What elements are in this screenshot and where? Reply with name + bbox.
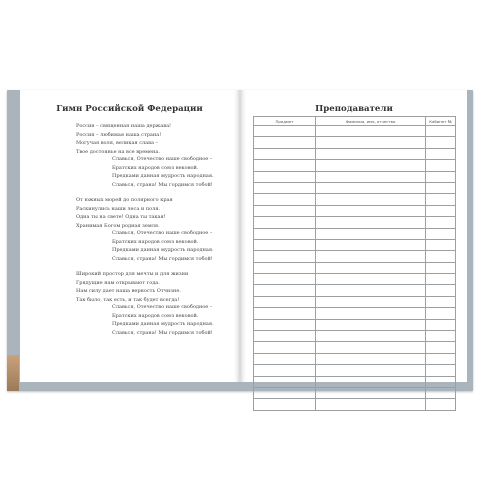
table-row [254,365,456,376]
anthem-line: Хранимая Богом родная земля. [76,222,160,229]
table-row [254,251,456,262]
table-cell[interactable] [316,205,426,216]
teachers-table [253,116,456,411]
table-row [254,228,456,239]
table-cell[interactable] [316,262,426,273]
table-cell[interactable] [316,308,426,319]
table-row [254,296,456,307]
table-cell[interactable] [254,285,316,296]
left-page [20,90,239,382]
table-cell[interactable] [254,239,316,250]
table-row [254,353,456,364]
anthem-chorus [20,303,239,337]
anthem-verse [20,270,239,304]
table-cell[interactable] [316,194,426,205]
table-row [254,308,456,319]
table-cell[interactable] [316,274,426,285]
table-cell[interactable] [426,399,456,410]
table-row [254,319,456,330]
table-row [254,126,456,137]
table-row [254,239,456,250]
table-cell[interactable] [254,342,316,353]
table-row [254,171,456,182]
anthem-verse [20,122,239,156]
table-row [254,194,456,205]
anthem-line: Славься, страна! Мы гордимся тобой! [112,181,213,188]
anthem-verse [20,196,239,230]
table-cell[interactable] [254,365,316,376]
table-cell[interactable] [254,194,316,205]
table-cell[interactable] [426,228,456,239]
table-cell[interactable] [254,137,316,148]
table-cell[interactable] [426,137,456,148]
table-cell[interactable] [316,148,426,159]
anthem-chorus [20,155,239,189]
anthem-line: Грядущие нам открывают года. [76,279,160,286]
table-cell[interactable] [254,308,316,319]
table-cell[interactable] [426,239,456,250]
table-row [254,342,456,353]
anthem-line: Братских народов союз вековой. [112,238,199,245]
anthem-line: Предками данная мудрость народная. [112,173,214,180]
table-cell[interactable] [426,148,456,159]
anthem-line: Так было, так есть, и так будет всегда! [76,296,180,303]
table-cell[interactable] [254,376,316,387]
table-cell[interactable] [254,160,316,171]
table-cell[interactable] [426,331,456,342]
table-cell[interactable] [316,376,426,387]
table-cell[interactable] [316,353,426,364]
table-cell[interactable] [316,251,426,262]
table-cell[interactable] [254,205,316,216]
table-cell[interactable] [426,387,456,398]
table-cell[interactable] [316,239,426,250]
anthem-line: Твое достоянье на все времена. [76,148,160,155]
table-cell[interactable] [254,399,316,410]
table-cell[interactable] [254,171,316,182]
table-row [254,205,456,216]
anthem-line: Славься, Отечество наше свободное – [112,230,213,236]
table-row [254,331,456,342]
table-row [254,399,456,410]
table-cell[interactable] [426,160,456,171]
anthem-line: Славься, Отечество наше свободное – [112,156,213,162]
anthem-line: Братских народов союз вековой. [112,164,199,171]
anthem-line: Раскинулись наши леса и поля. [76,205,161,212]
table-cell[interactable] [254,319,316,330]
table-cell[interactable] [426,296,456,307]
table-cell[interactable] [426,126,456,137]
anthem-line: Предками данная мудрость народная. [112,247,214,254]
anthem-line: Славься, страна! Мы гордимся тобой! [112,255,213,262]
table-cell[interactable] [316,365,426,376]
column-header-subject: Предмет [254,117,316,126]
right-page [241,90,467,382]
anthem-line: Могучая воля, великая слава – [76,140,159,147]
table-cell[interactable] [316,296,426,307]
anthem-line: Россия – любимая наша страна! [76,131,162,138]
table-row [254,148,456,159]
table-row [254,387,456,398]
table-cell[interactable] [426,274,456,285]
anthem-line: Россия – священная наша держава! [76,123,172,129]
table-cell[interactable] [254,148,316,159]
table-cell[interactable] [426,262,456,273]
table-cell[interactable] [316,160,426,171]
table-cell[interactable] [426,251,456,262]
table-row [254,160,456,171]
table-cell[interactable] [254,262,316,273]
table-cell[interactable] [316,217,426,228]
column-header-name: Фамилия, имя, отчество [316,117,426,126]
anthem-line: Славься, Отечество наше свободное – [112,304,213,310]
table-cell[interactable] [254,331,316,342]
table-cell[interactable] [254,387,316,398]
table-cell[interactable] [426,353,456,364]
column-header-room: Кабинет № [426,117,456,126]
table-cell[interactable] [316,319,426,330]
table-cell[interactable] [426,376,456,387]
table-cell[interactable] [254,274,316,285]
table-cell[interactable] [426,365,456,376]
anthem-line: Братских народов союз вековой. [112,312,199,319]
table-cell[interactable] [426,171,456,182]
table-cell[interactable] [316,387,426,398]
table-cell[interactable] [426,217,456,228]
table-cell[interactable] [316,228,426,239]
table-row [254,285,456,296]
table-cell[interactable] [316,342,426,353]
cover-edge-stripe [7,355,19,391]
table-cell[interactable] [316,137,426,148]
table-row [254,262,456,273]
table-cell[interactable] [426,182,456,193]
table-cell[interactable] [426,319,456,330]
table-cell[interactable] [426,308,456,319]
table-cell[interactable] [316,171,426,182]
anthem-chorus [20,229,239,263]
table-cell[interactable] [316,399,426,410]
table-row [254,217,456,228]
teachers-title: Преподаватели [315,104,393,114]
anthem-line: Широкий простор для мечты и для жизни [76,271,189,277]
table-cell[interactable] [254,228,316,239]
anthem-line: Одна ты на свете! Одна ты такая! [76,214,166,221]
table-cell[interactable] [316,182,426,193]
table-cell[interactable] [316,285,426,296]
anthem-line: Нам силу дает наша верность Отчизне. [76,288,181,295]
anthem-line: Предками данная мудрость народная. [112,321,214,328]
table-cell[interactable] [426,342,456,353]
table-cell[interactable] [316,126,426,137]
anthem-line: Славься, страна! Мы гордимся тобой! [112,329,213,336]
table-row [254,137,456,148]
anthem-title: Гимн Российской Федерации [56,104,203,114]
table-cell[interactable] [254,217,316,228]
table-cell[interactable] [254,126,316,137]
table-cell[interactable] [254,296,316,307]
table-cell[interactable] [426,205,456,216]
table-cell[interactable] [426,194,456,205]
table-cell[interactable] [316,331,426,342]
table-cell[interactable] [254,353,316,364]
table-row [254,274,456,285]
table-cell[interactable] [426,285,456,296]
anthem-line: От южных морей до полярного края [76,197,173,203]
table-row [254,182,456,193]
table-row [254,376,456,387]
table-cell[interactable] [254,182,316,193]
table-cell[interactable] [254,251,316,262]
table-header-row [254,117,456,126]
